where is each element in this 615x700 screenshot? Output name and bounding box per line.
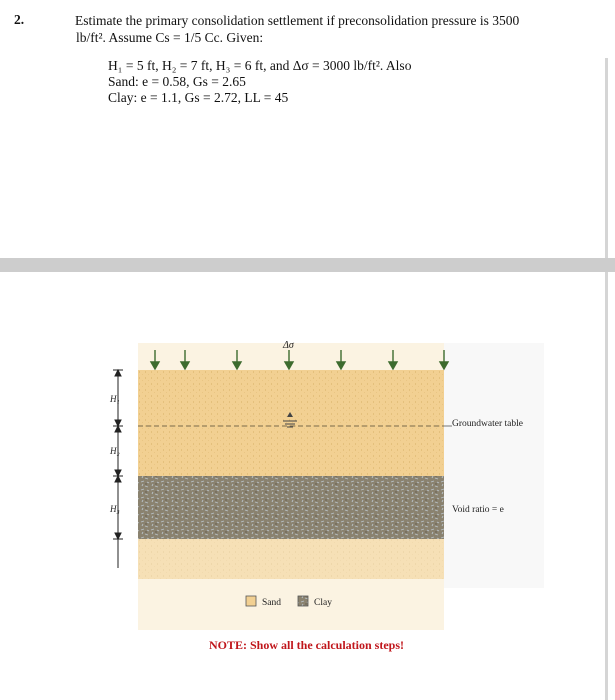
- section-divider: [0, 258, 615, 272]
- problem-number: 2.: [14, 12, 25, 27]
- h3-label: H₃: [110, 504, 120, 514]
- given-line-2: Sand: e = 0.58, Gs = 2.65: [108, 74, 246, 89]
- profile-fade-right: [444, 343, 544, 588]
- soil-profile-figure: [0, 280, 615, 630]
- given-line-1: H₁ = 5 ft, H₂ = 7 ft, H₃ = 6 ft, and Δσ = 3000 lb/ft². Also: [108, 58, 412, 73]
- clay-layer-h3: [138, 476, 444, 539]
- problem-line-2: lb/ft². Assume Cs = 1/5 Cc. Given:: [76, 30, 264, 45]
- h1-label: H₁: [110, 394, 120, 404]
- sand-layer-h1-h2: [138, 370, 444, 476]
- void-ratio-label: Void ratio = e: [452, 505, 504, 515]
- h2-label: H₂: [110, 446, 120, 456]
- given-data: [108, 58, 411, 106]
- groundwater-table-label: Groundwater table: [452, 419, 523, 429]
- given-line-3: Clay: e = 1.1, Gs = 2.72, LL = 45: [108, 90, 289, 105]
- legend-clay-label: Clay: [314, 598, 332, 608]
- legend-sand-label: Sand: [262, 598, 281, 608]
- sand-layer-bottom: [138, 539, 444, 579]
- note-text: NOTE: Show all the calculation steps!: [209, 638, 405, 652]
- problem-line-1: Estimate the primary consolidation settlement if preconsolidation pressure is 3500: [75, 13, 520, 28]
- legend-sand-swatch: [246, 596, 256, 606]
- load-label: Δσ: [283, 340, 294, 351]
- problem-statement: [36, 12, 596, 46]
- legend-clay-swatch: [298, 596, 308, 606]
